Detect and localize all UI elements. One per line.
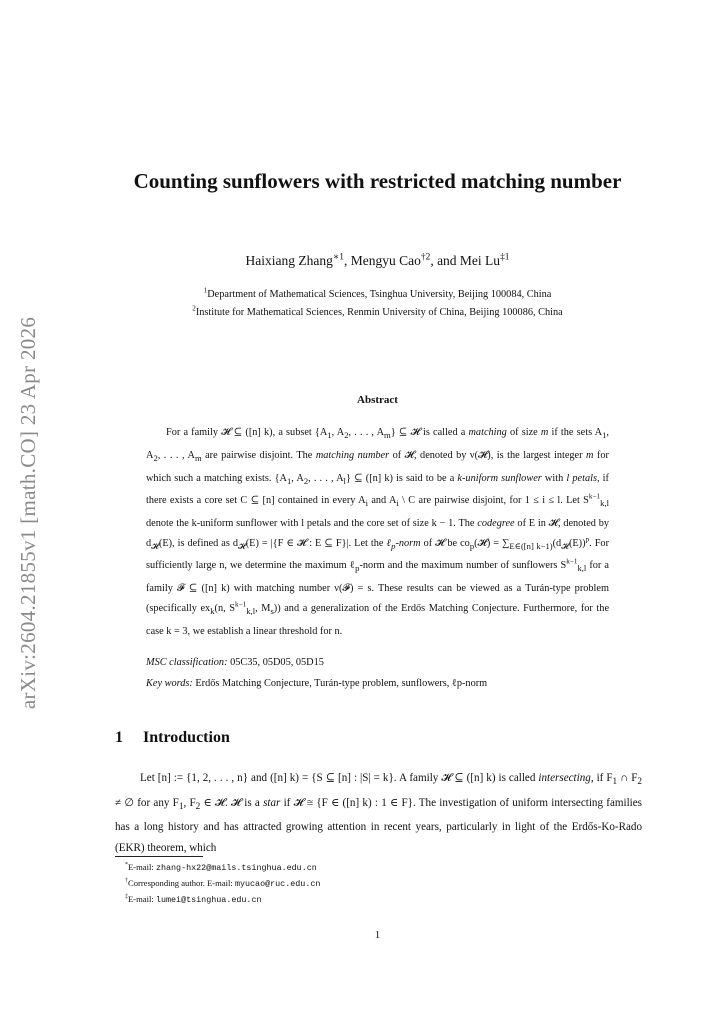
footnote-3: ‡E-mail: lumei@tsinghua.edu.cn [125, 894, 262, 906]
msc-value: 05C35, 05D05, 05D15 [230, 657, 324, 668]
paper-title: Counting sunflowers with restricted matching number [133, 169, 622, 193]
msc-label: MSC classification: [146, 657, 228, 668]
keywords-value: Erdős Matching Conjecture, Turán-type problem, sunflowers, ℓp-norm [195, 678, 488, 689]
footnote-2-email: myucao@ruc.edu.cn [234, 879, 321, 890]
keywords-label: Key words: [146, 678, 193, 689]
abstract-heading: Abstract [357, 394, 398, 406]
footnote-1-email: zhang-hx22@mails.tsinghua.edu.cn [155, 863, 317, 873]
footnote-2: †Corresponding author. E-mail: myucao@ruc.edu.cn [125, 878, 321, 890]
footnotes [115, 860, 320, 909]
footnote-1: *E-mail: zhang-hx22@mails.tsinghua.edu.cn [125, 862, 317, 873]
section-number: 1 [115, 729, 123, 746]
section-title: Introduction [143, 729, 230, 746]
page-number: 1 [374, 929, 381, 941]
keywords [146, 678, 609, 689]
affiliation-1: $^1$Department of Mathematical Sciences, Tsinghua University, Beijing 100084, China [203, 286, 552, 300]
author-line: Haixiang Zhang$^{∗1}$, Mengyu Cao$^{\dagger 2}$, and Mei Lu$^{\ddagger 1}$ [245, 252, 510, 268]
footnote-rule [115, 856, 203, 857]
msc-classification [146, 657, 609, 668]
section-heading [115, 729, 230, 747]
footnote-3-email: lumei@tsinghua.edu.cn [155, 895, 262, 906]
abstract-body: For a family 𝓗 ⊆ ([n] k), a subset {$A_1$, $A_2$, . . . , $A_m$} ⊆ 𝓗 is called a matching of size m if the sets $A_1$, $A_2$, . . . , $A_m$ are pairwise disjoint. The matching number of 𝓗, denoted by ν(𝓗), is the largest integer m for which such a matching exists. {$A_1$, $A_2$, . . . , $A_l$} ⊆ ([n] k) is said to be a k-uniform sunflower with l petals, if there exists a core set C ⊆ [n] contained in every $A_i$ and $A_i$ \ C are pairwise disjoint, for 1 ≤ i ≤ l. Let $S^{k-1}_{k,l}$ denote the k-uniform sunflower with l petals and the core set of size k − 1. The codegree of E in 𝓗, denoted by $d_𝓗(E)$, is defined as $d_𝓗(E) = |\{F$ ∈ 𝓗 : E ⊆ F}|. Let the ℓ$_p$-norm of 𝓗 be $co_p(𝓗) = \sum_{E\in([n] k-1)}(d_𝓗(E))^p$. For sufficiently large n, we determine the maximum ℓ$_p$-norm and the maximum number of sunflowers $S^{k-1}_{k,l}$ for a family 𝓕 ⊆ ([n] k) with matching number ν(𝓕) = s. These results can be viewed as a Turán-type problem (specifically $ex_k(n$, $S^{k-1}_{k,l}$, $M_s$)) and a generalization of the Erdős Matching Conjecture. Furthermore, for the case k = 3, we establish a linear threshold for n. [146, 427, 610, 637]
intro-paragraph: Let [n] := {1, 2, . . . , n} and ([n] k) = {S ⊆ [n] : |S| = k}. A family 𝓗 ⊆ ([n] k) is called intersecting, if $F_1$ ∩ $F_2$ ≠ ∅ for any $F_1$, $F_2$ ∈ 𝓗. 𝓗 is a star if 𝓗 ≅ {F ∈ ([n] k) : 1 ∈ F}. The investigation of uniform intersecting families has a long history and has attracted growing attention in recent years, particularly in light of the Erdős-Ko-Rado (EKR) theorem, which [115, 772, 642, 854]
affiliations [115, 286, 640, 321]
affiliation-2: $^2$Institute for Mathematical Sciences, Renmin University of China, Beijing 100086, China [192, 304, 563, 318]
arxiv-side-stamp: arXiv:2604.21855v1 [math.CO] 23 Apr 2026 [16, 316, 40, 710]
